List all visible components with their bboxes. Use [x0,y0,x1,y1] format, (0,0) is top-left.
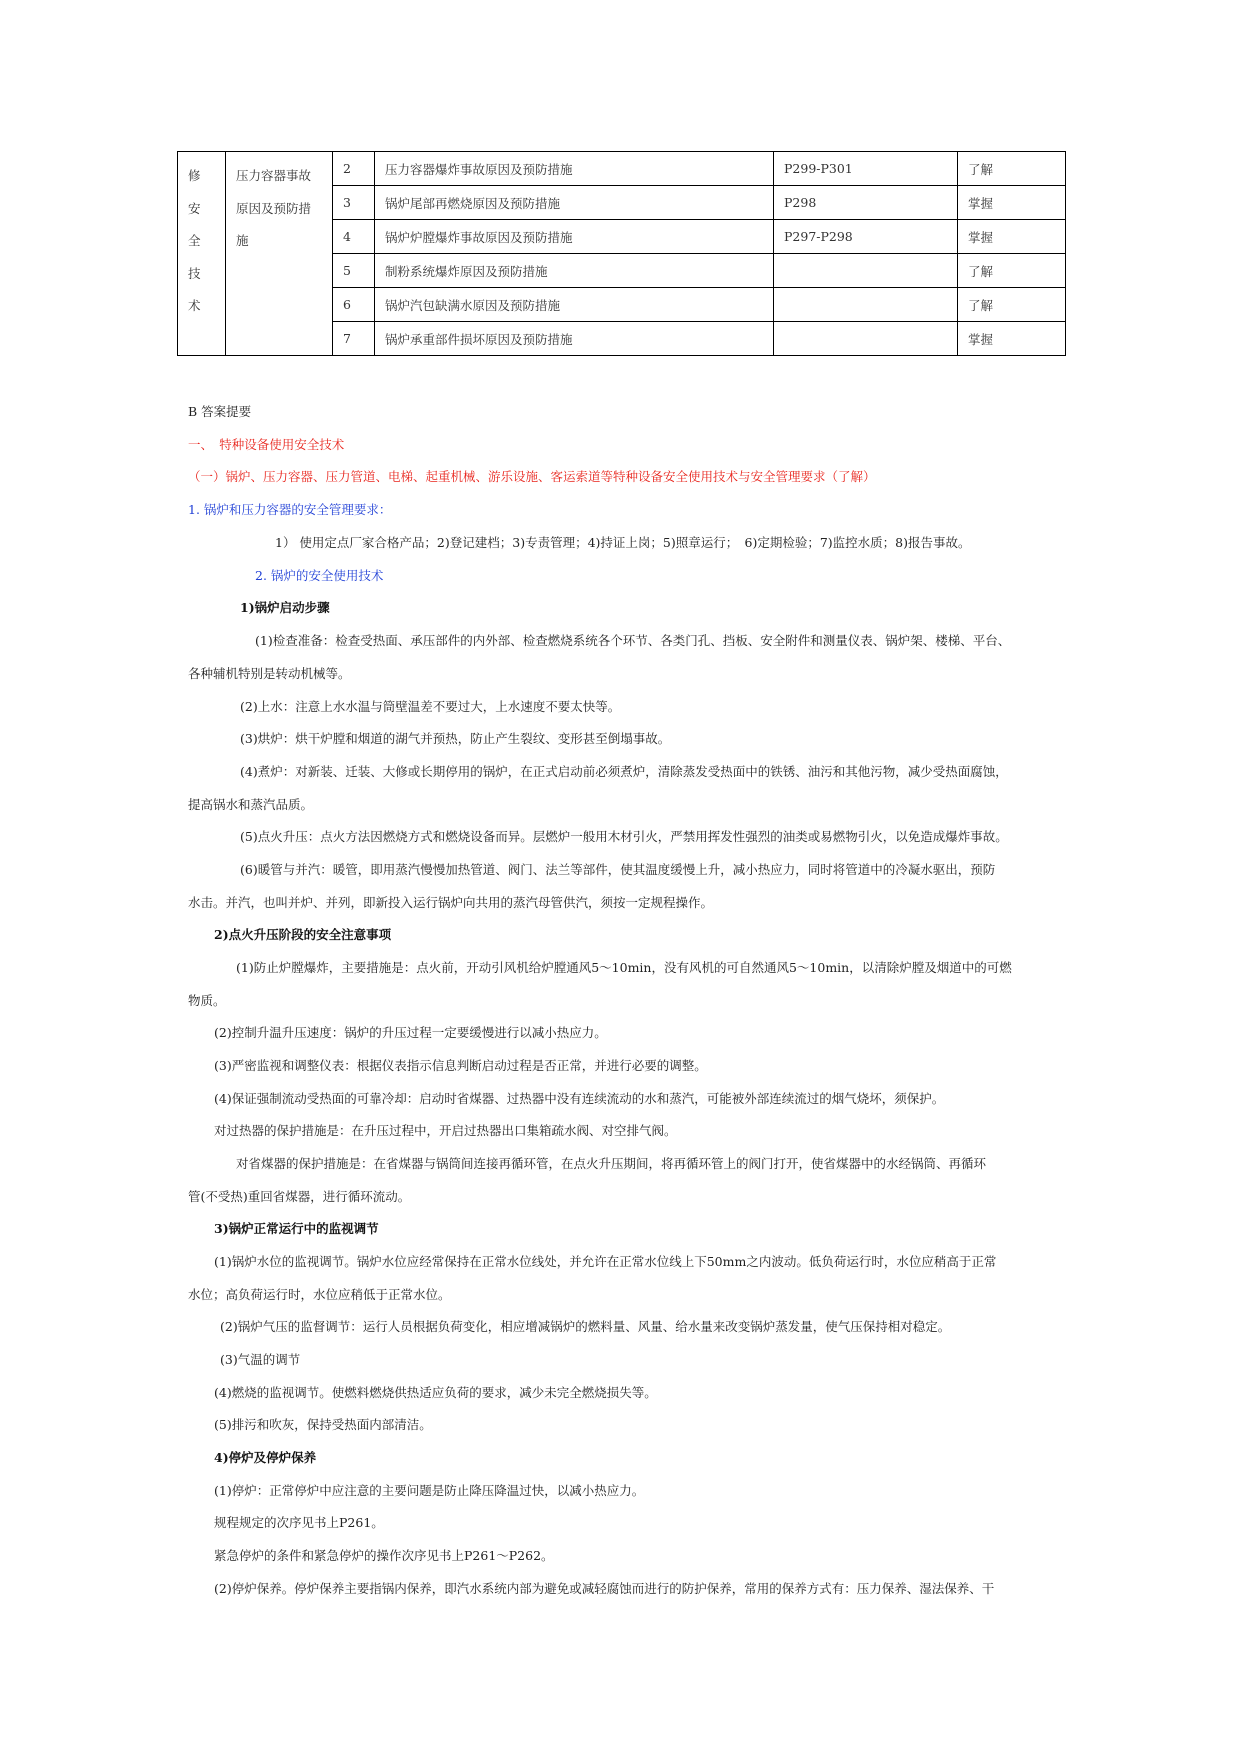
row-level: 掌握 [958,220,1066,254]
paragraph: (3)严密监视和调整仪表：根据仪表指示信息判断启动过程是否正常，并进行必要的调整。 [214,1058,707,1073]
row-page: P297-P298 [774,220,958,254]
row-level: 了解 [958,254,1066,288]
paragraph: (5)排污和吹灰，保持受热面内部清洁。 [214,1417,432,1432]
row-content: 锅炉炉膛爆炸事故原因及预防措施 [375,220,774,254]
row-page: P299-P301 [774,152,958,186]
paragraph: (1)停炉：正常停炉中应注意的主要问题是防止降压降温过快，以减小热应力。 [214,1483,645,1498]
paragraph: 规程规定的次序见书上P261。 [214,1515,384,1530]
row-content: 压力容器爆炸事故原因及预防措施 [375,152,774,186]
syllabus-table [177,151,1066,356]
paragraph: (2)停炉保养。停炉保养主要指锅内保养，即汽水系统内部为避免或减轻腐蚀而进行的防护保养，常用的保养方式有：压力保养、湿法保养、干 [214,1581,995,1596]
row-page [774,322,958,356]
item-heading: 1. 锅炉和压力容器的安全管理要求： [188,502,392,517]
row-number: 2 [333,152,375,186]
category-char: 全 [188,233,201,248]
paragraph: 紧急停炉的条件和紧急停炉的操作次序见书上P261～P262。 [214,1548,554,1563]
subsection-heading: （一）锅炉、压力容器、压力管道、电梯、起重机械、游乐设施、客运索道等特种设备安全使用技术与安全管理要求（了解） [188,469,876,484]
row-number: 4 [333,220,375,254]
step-heading: 2)点火升压阶段的安全注意事项 [214,927,392,942]
paragraph: (1)检查准备：检查受热面、承压部件的内外部、检查燃烧系统各个环节、各类门孔、挡板、安全附件和测量仪表、锅炉架、楼梯、平台、 [255,633,1011,648]
row-content: 制粉系统爆炸原因及预防措施 [375,254,774,288]
paragraph: (3)气温的调节 [220,1352,301,1367]
row-content: 锅炉尾部再燃烧原因及预防措施 [375,186,774,220]
paragraph: 各种辅机特别是转动机械等。 [188,666,351,681]
topic-line: 压力容器事故 [236,168,312,183]
paragraph: (4)保证强制流动受热面的可靠冷却：启动时省煤器、过热器中没有连续流动的水和蒸汽，可能被外部连续流过的烟气烧坏，须保护。 [214,1091,945,1106]
paragraph: (6)暖管与并汽：暖管，即用蒸汽慢慢加热管道、阀门、法兰等部件，使其温度缓慢上升，减小热应力，同时将管道中的冷凝水驱出，预防 [240,862,996,877]
topic-cell [226,152,333,356]
row-number: 7 [333,322,375,356]
item-heading: 2. 锅炉的安全使用技术 [255,568,384,583]
step-heading: 4)停炉及停炉保养 [214,1450,317,1465]
paragraph: 1） 使用定点厂家合格产品；2)登记建档；3)专责管理；4)持证上岗；5)照章运行； 6)定期检验；7)监控水质；8)报告事故。 [275,535,971,550]
paragraph: (5)点火升压：点火方法因燃烧方式和燃烧设备而异。层燃炉一般用木材引火，严禁用挥发性强烈的油类或易燃物引火，以免造成爆炸事故。 [240,829,1008,844]
row-level: 掌握 [958,186,1066,220]
paragraph: (4)煮炉：对新装、迁装、大修或长期停用的锅炉，在正式启动前必须煮炉，清除蒸发受热面中的铁锈、油污和其他污物，减少受热面腐蚀， [240,764,1008,779]
row-level: 了解 [958,152,1066,186]
step-heading: 1)锅炉启动步骤 [240,600,330,615]
row-number: 3 [333,186,375,220]
paragraph: (1)锅炉水位的监视调节。锅炉水位应经常保持在正常水位线处，并允许在正常水位线上下50mm之内波动。低负荷运行时，水位应稍高于正常 [214,1254,997,1269]
topic-line: 施 [236,233,249,248]
paragraph: 水击。并汽，也叫并炉、并列，即新投入运行锅炉向共用的蒸汽母管供汽，须按一定规程操作。 [188,895,714,910]
answer-heading: B 答案提要 [188,404,252,419]
paragraph: 对省煤器的保护措施是：在省煤器与锅筒间连接再循环管，在点火升压期间，将再循环管上的阀门打开，使省煤器中的水经锅筒、再循环 [236,1156,987,1171]
section-heading: 一、 特种设备使用安全技术 [188,437,345,452]
row-content: 锅炉承重部件损坏原因及预防措施 [375,322,774,356]
topic-line: 原因及预防措 [236,200,312,216]
paragraph: 对过热器的保护措施是：在升压过程中，开启过热器出口集箱疏水阀、对空排气阀。 [214,1123,677,1138]
row-page [774,254,958,288]
paragraph: 管(不受热)重回省煤器，进行循环流动。 [188,1189,411,1204]
row-page: P298 [774,186,958,220]
row-page [774,288,958,322]
step-heading: 3)锅炉正常运行中的监视调节 [214,1221,379,1236]
category-char: 安 [188,200,201,216]
paragraph: (1)防止炉膛爆炸，主要措施是：点火前，开动引风机给炉膛通风5～10min，没有风机的可自然通风5～10min，以清除炉膛及烟道中的可燃 [236,960,1012,975]
category-char: 修 [188,168,201,183]
row-level: 掌握 [958,322,1066,356]
row-number: 6 [333,288,375,322]
category-char: 术 [188,298,201,313]
paragraph: 物质。 [188,993,226,1008]
row-level: 了解 [958,288,1066,322]
row-number: 5 [333,254,375,288]
paragraph: (2)上水：注意上水水温与筒壁温差不要过大，上水速度不要太快等。 [240,699,621,714]
paragraph: 提高锅水和蒸汽品质。 [188,797,314,812]
category-char: 技 [188,265,201,281]
table-row [178,152,1066,186]
paragraph: (2)控制升温升压速度：锅炉的升压过程一定要缓慢进行以减小热应力。 [214,1025,607,1040]
paragraph: (4)燃烧的监视调节。使燃料燃烧供热适应负荷的要求，减少未完全燃烧损失等。 [214,1385,657,1400]
row-content: 锅炉汽包缺满水原因及预防措施 [375,288,774,322]
paragraph: (3)烘炉：烘干炉膛和烟道的湖气并预热，防止产生裂纹、变形甚至倒塌事故。 [240,731,671,746]
paragraph: (2)锅炉气压的监督调节：运行人员根据负荷变化，相应增减锅炉的燃料量、风量、给水量来改变锅炉蒸发量，使气压保持相对稳定。 [220,1319,951,1334]
paragraph: 水位；高负荷运行时，水位应稍低于正常水位。 [188,1287,451,1302]
category-cell [178,152,226,356]
